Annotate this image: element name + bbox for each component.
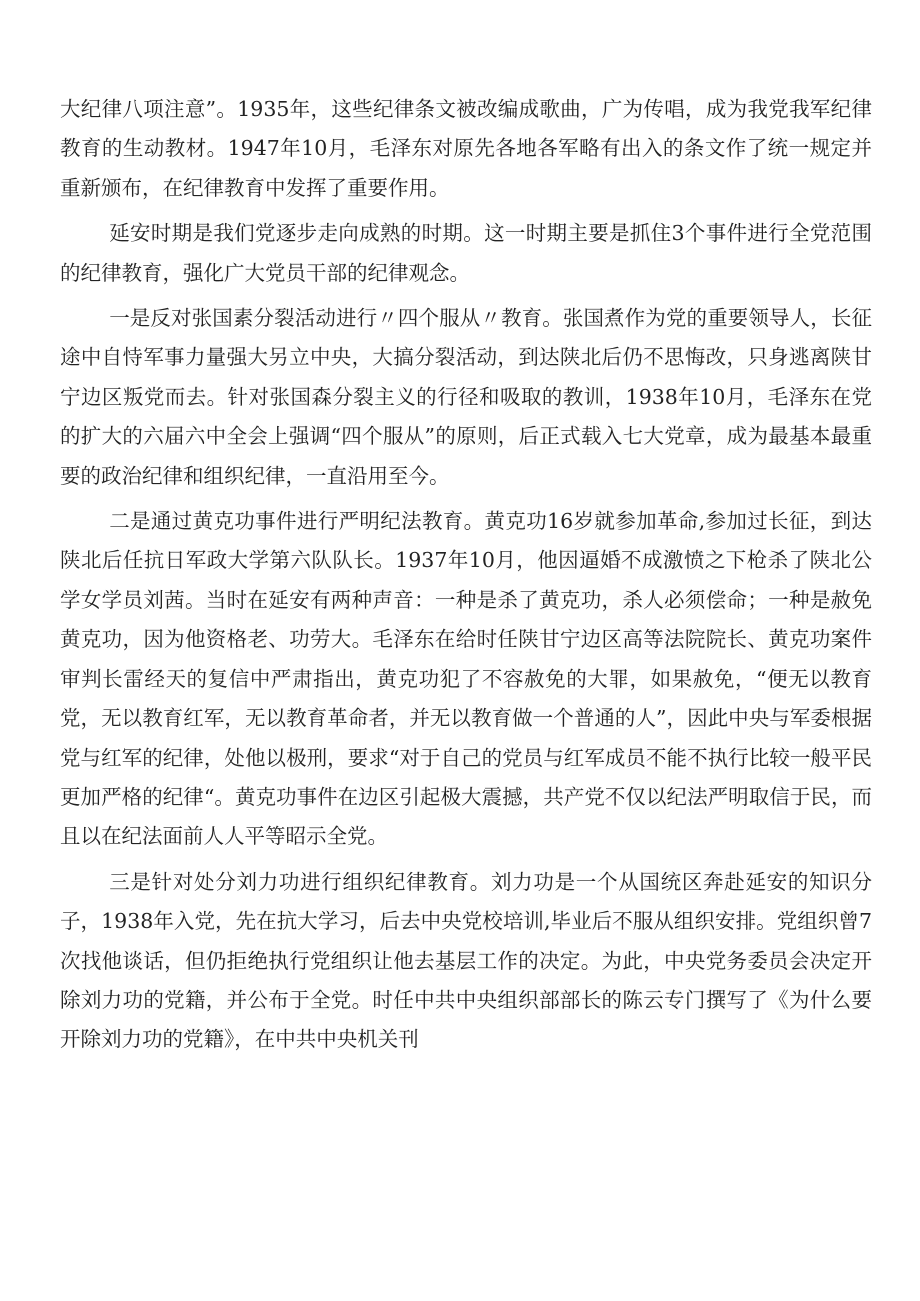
paragraph-3: 一是反对张国素分裂活动进行〃四个服从〃教育。张国煮作为党的重要领导人，长征途中自恃军事力量强大另立中央，大搞分裂活动，到达陕北后仍不思悔改，只身逃离陕甘宁边区叛党而去。针对张国森分裂主义的行径和吸取的教训，1938年10月，毛泽东在党的扩大的六届六中全会上强调“四个服从”的原则，后正式载入七大党章，成为最基本最重要的政治纪律和组织纪律，一直沿用至今。 (60, 306, 872, 488)
paragraph-5: 三是针对处分刘力功进行组织纪律教育。刘力功是一个从国统区奔赴延安的知识分子，1938年入党，先在抗大学习，后去中央党校培训,毕业后不服从组织安排。党组织曾7次找他谈话，但仍拒绝执行党组织让他去基层工作的决定。为此，中央党务委员会决定开除刘力功的党籍，并公布于全党。时任中共中央组织部部长的陈云专门撰写了《为什么要开除刘力功的党籍》，在中共中央机关刊 (60, 869, 872, 1052)
document-body (60, 90, 872, 1060)
paragraph-1: 大纪律八项注意”。1935年，这些纪律条文被改编成歌曲，广为传唱，成为我党我军纪律教育的生动教材。1947年10月，毛泽东对原先各地各军略有出入的条文作了统一规定并重新颁布，在纪律教育中发挥了重要作用。 (60, 97, 872, 200)
paragraph-2: 延安时期是我们党逐步走向成熟的时期。这一时期主要是抓住3个事件进行全党范围的纪律教育，强化广大党员干部的纪律观念。 (60, 221, 872, 285)
paragraph-4: 二是通过黄克功事件进行严明纪法教育。黄克功16岁就参加革命,参加过长征，到达陕北后任抗日军政大学第六队队长。1937年10月，他因逼婚不成激愤之下枪杀了陕北公学女学员刘茜。当时在延安有两种声音：一种是杀了黄克功，杀人必须偿命；一种是赦免黄克功，因为他资格老、功劳大。毛泽东在给时任陕甘宁边区高等法院院长、黄克功案件审判长雷经天的复信中严肃指出，黄克功犯了不容赦免的大罪，如果赦免，“便无以教育党，无以教育红军，无以教育革命者，并无以教育做一个普通的人”，因此中央与军委根据党与红军的纪律，处他以极刑，要求“对于自己的党员与红军成员不能不执行比较一般平民更加严格的纪律“。黄克功事件在边区引起极大震撼，共产党不仅以纪法严明取信于民，而且以在纪法面前人人平等昭示全党。 (60, 509, 872, 849)
